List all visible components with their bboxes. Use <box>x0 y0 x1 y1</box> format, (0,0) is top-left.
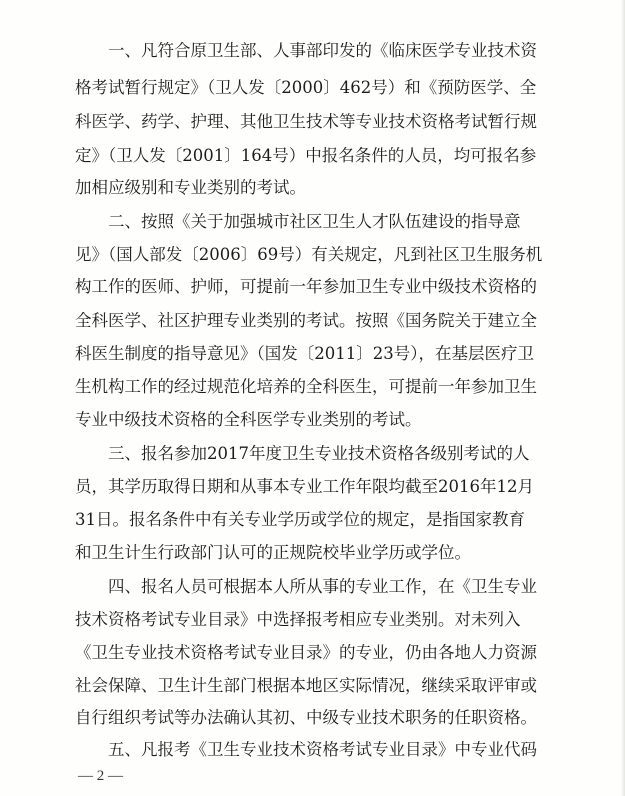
text-line: 科医生制度的指导意见》（国发〔2011〕23号），在基层医疗卫 <box>75 344 534 363</box>
text-line: 生机构工作的经过规范化培养的全科医生，可提前一年参加卫生 <box>75 377 537 396</box>
text-line: 社会保障、卫生计生部门根据本地区实际情况，继续采取评审或 <box>75 676 537 695</box>
text-line: 《卫生专业技术资格考试专业目录》的专业，仍由各地人力资源 <box>75 643 537 662</box>
text-line: 和卫生计生行政部门认可的正规院校毕业学历或学位。 <box>75 543 471 562</box>
text-line: 技术资格考试专业目录》中选择报考相应专业类别。对未列入 <box>75 610 521 629</box>
text-line: 31日。报名条件中有关专业学历或学位的规定，是指国家教育 <box>75 510 525 529</box>
text-line: 专业中级技术资格的全科医学专业类别的考试。 <box>75 410 422 429</box>
text-line: 加相应级别和专业类别的考试。 <box>75 178 306 197</box>
text-line: 三、报名参加2017年度卫生专业技术资格各级别考试的人 <box>75 444 530 463</box>
text-line: 员，其学历取得日期和从事本专业工作年限均截至2016年12月 <box>75 477 534 496</box>
text-line: 二、按照《关于加强城市社区卫生人才队伍建设的指导意 <box>75 212 521 231</box>
text-line: 五、凡报考《卫生专业技术资格考试专业目录》中专业代码 <box>75 740 537 759</box>
text-line: 构工作的医师、护师，可提前一年参加卫生专业中级技术资格的 <box>75 277 537 296</box>
scan-edge <box>621 0 625 796</box>
text-line: 科医学、药学、护理、其他卫生技术等专业技术资格考试暂行规 <box>75 112 537 131</box>
text-line: 自行组织考试等办法确认其初、中级专业技术职务的任职资格。 <box>75 708 537 727</box>
page-number: — 2 — <box>78 768 123 784</box>
text-line: 格考试暂行规定》（卫人发〔2000〕462号）和《预防医学、全 <box>75 78 537 97</box>
text-line: 定》（卫人发〔2001〕164号）中报名条件的人员，均可报名参 <box>75 146 537 165</box>
text-line: 见》（国人部发〔2006〕69号）有关规定，凡到社区卫生服务机 <box>75 245 543 264</box>
text-line: 全科医学、社区护理专业类别的考试。按照《国务院关于建立全 <box>75 311 537 330</box>
text-line: 四、报名人员可根据本人所从事的专业工作，在《卫生专业 <box>75 577 537 596</box>
text-line: 一、凡符合原卫生部、人事部印发的《临床医学专业技术资 <box>75 41 537 60</box>
